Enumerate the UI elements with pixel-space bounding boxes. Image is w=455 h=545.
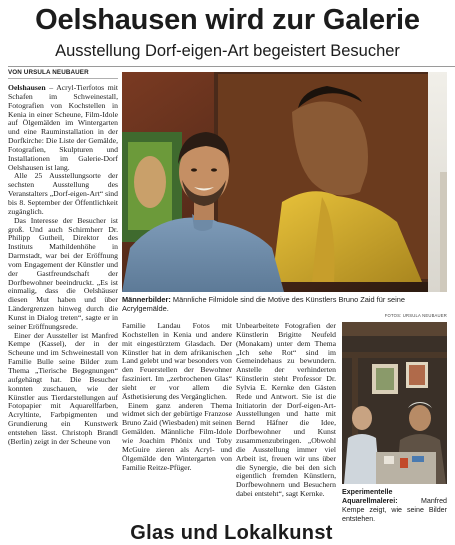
article-column-2 xyxy=(122,322,232,516)
paragraph xyxy=(8,84,118,172)
paragraph-text: – Acryl-Tierfotos mit Schafen im Schweinestall, Fotografien von Kochstellen in Kenia in einer Scheune, Film-Idole auf Ölgemälden im Wintergarten und eine Rauminstallation in der Dorfkirche: Die Liste der Gemälde, Fotografien, Skulpturen und Installationen im Galerie-Dorf Oelshausen ist lang. xyxy=(8,84,118,172)
byline: VON URSULA NEUBAUER xyxy=(8,69,89,76)
article-column-1 xyxy=(8,84,118,516)
small-photo xyxy=(342,322,447,484)
article-column-3 xyxy=(236,322,336,516)
paragraph: Familie Landau Fotos mit Kochstellen in Kenia und andere mit eingestürztem Glasdach. Der Künstler hat in dem afrikanischen Land gelebt und war besonders von den Feuerstellen der Bewohner fasziniert. Im „zerbrochenen Glas“ sieht er vor allem die Ästhetisierung des Vergänglichen. xyxy=(122,322,232,401)
main-photo xyxy=(122,72,447,292)
small-photo-caption xyxy=(342,488,447,524)
caption-title: Experimentelle Aquarellmalerei: xyxy=(342,488,398,505)
next-article-headline: Glas und Lokalkunst xyxy=(130,522,333,544)
paragraph: Einer der Aussteller ist Manfred Kempe (Kassel), der in der Scheune und im Schweinestall von Familie Bulle seine Bilder zum Thema „Tierische Begegnungen“ aufgehängt hat. Die Besucher konnten zuschauen, wie der Künstler aus Tierdarstellungen auf Fotopapier mit Aquarellfarben, Acryltinte, Farbpigmenten und Grundierung ein Kunstwerk entstehen lässt. Christoph Brandl (Berlin) zeigt in der Scheune von xyxy=(8,330,118,446)
headline-divider xyxy=(8,66,455,67)
paragraph: Alle 25 Ausstellungsorte der sechsten Ausstellung des Veranstalters „Dorf-eigen-Art“ sind bis 8. September der Öffentlichkeit zugänglich. xyxy=(8,171,118,216)
byline-divider xyxy=(8,78,118,79)
headline: Oelshausen wird zur Galerie xyxy=(35,4,420,36)
subheadline: Ausstellung Dorf-eigen-Art begeistert Besucher xyxy=(55,42,400,60)
photo-credit: FOTOS: URSULA NEUBAUER xyxy=(384,313,447,318)
caption-text: Männliche Filmidole sind die Motive des Künstlers Bruno Zaid für seine Acrylgemälde. xyxy=(122,295,406,314)
main-photo-caption xyxy=(122,295,447,314)
paragraph: Einem ganz anderen Thema widmet sich der gebürtige Franzose Bruno Zaid (Wiesbaden) mit seinen Gemälden. Männliche Film-Idole wie Joachim Phönix und Toby McGuire zieren als Acryl- und Ölgemälde den Wintergarten von Familie Reitze-Pfüger. xyxy=(122,400,232,472)
paragraph: Unbearbeitete Fotografien der Künstlerin Brigitte Neufeld (Monakam) unter dem Thema „Ich sehe Rot“ sind im Gemeindehaus zu bewundern. Anstelle der verhinderten Künstlerin steht Professor Dr. Sylvia E. Kernke den Gästen Rede und Antwort. Sie ist die Initiatorin der Dorf-eigen-Art-Ausstellungen und hatte mit Bernd Häfner die Idee, Dorfbewohner und Kunst zusammenzubringen. „Obwohl die Ausstellung immer viel Arbeit ist, freuen wir uns über die Synergie, die bei den sich eigentlich fremden Künstlern, Dorfbewohnern und Besuchern dabei entsteht“, sagt Kernke. xyxy=(236,322,336,499)
paragraph: Das Interesse der Besucher ist groß. Und auch Schirmherr Dr. Philipp Gutheil, Direktor des Instituts Mathildenhöhe in Darmstadt, war bei der Eröffnung vom Engagement der Künstler und der Gastfreundschaft der Dorfbewohner beeindruckt. „Es ist einmalig, dass die Oelshäuser diesen Mut haben und über Ländergrenzen hinweg durch die Kunst in Dialog treten“, sagte er in seiner Eröffnungsrede. xyxy=(8,215,118,331)
caption-title: Männerbilder: xyxy=(122,295,171,304)
dateline: Oelshausen xyxy=(8,84,46,92)
caption-text: Manfred Kempe zeigt, wie seine Bilder entstehen. xyxy=(342,497,447,523)
